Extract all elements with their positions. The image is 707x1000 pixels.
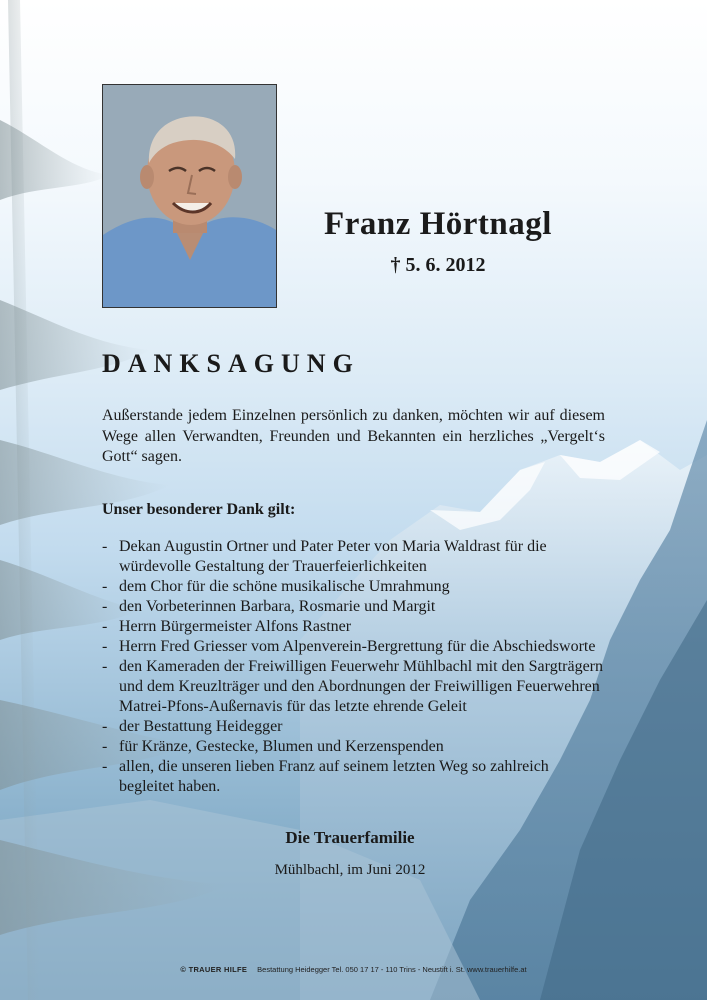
list-item [102, 537, 622, 577]
list-item [102, 757, 622, 797]
intro-paragraph: Außerstande jedem Einzelnen persönlich zu danken, möchten wir auf diesem Wege allen Verwandten, Freunden und Bekannten ein herzliches „Vergelt‘s Gott“ sagen. [102, 407, 605, 465]
list-dash: - [102, 618, 108, 635]
list-item [102, 577, 622, 597]
thanks-title: Unser besonderer Dank gilt: [102, 501, 296, 518]
list-dash: - [102, 738, 108, 755]
list-dash: - [102, 758, 108, 775]
list-item [102, 597, 622, 617]
list-dash: - [102, 658, 108, 675]
list-item-line: dem Chor für die schöne musikalische Umrahmung [119, 578, 450, 595]
list-dash: - [102, 718, 108, 735]
place-date: Mühlbachl, im Juni 2012 [274, 862, 426, 878]
list-item [102, 637, 622, 657]
list-item-line: den Kameraden der Freiwilligen Feuerwehr Mühlbachl mit den Sargträgern [119, 658, 603, 675]
list-item [102, 617, 622, 637]
list-item [102, 737, 622, 757]
list-dash: - [102, 638, 108, 655]
portrait-photo [102, 84, 277, 308]
list-item-line: begleitet haben. [119, 778, 221, 795]
list-item [102, 717, 622, 737]
list-item-line: Herrn Fred Griesser vom Alpenverein-Bergrettung für die Abschiedsworte [119, 638, 596, 655]
death-date: † 5. 6. 2012 [390, 254, 486, 276]
list-item-line: der Bestattung Heidegger [119, 718, 283, 735]
deceased-name: Franz Hörtnagl [324, 206, 552, 242]
list-item-line: Matrei-Pfons-Außernavis für das letzte ehrende Geleit [119, 698, 467, 715]
list-item-line: allen, die unseren lieben Franz auf seinem letzten Weg so zahlreich [119, 758, 549, 775]
family-signature: Die Trauerfamilie [285, 828, 415, 847]
list-dash: - [102, 598, 108, 615]
list-dash: - [102, 578, 108, 595]
list-dash: - [102, 538, 108, 555]
trauerhilfe-logo: © TRAUER HILFE [180, 965, 248, 974]
list-item [102, 657, 622, 717]
footer [0, 965, 707, 974]
page-title: DANKSAGUNG [102, 349, 360, 378]
list-item-line: den Vorbeterinnen Barbara, Rosmarie und Margit [119, 598, 436, 615]
list-item-line: würdevolle Gestaltung der Trauerfeierlichkeiten [119, 558, 427, 575]
list-item-line: und dem Kreuzlträger und den Abordnungen der Freiwilligen Feuerwehren [119, 678, 600, 695]
footer-text: Bestattung Heidegger Tel. 050 17 17 - 110 Trins - Neustift i. St. www.trauerhilfe.at [257, 965, 527, 974]
list-item-line: Dekan Augustin Ortner und Pater Peter von Maria Waldrast für die [119, 538, 547, 555]
list-item-line: Herrn Bürgermeister Alfons Rastner [119, 618, 352, 635]
list-item-line: für Kränze, Gestecke, Blumen und Kerzenspenden [119, 738, 444, 755]
thanks-list [102, 537, 622, 797]
